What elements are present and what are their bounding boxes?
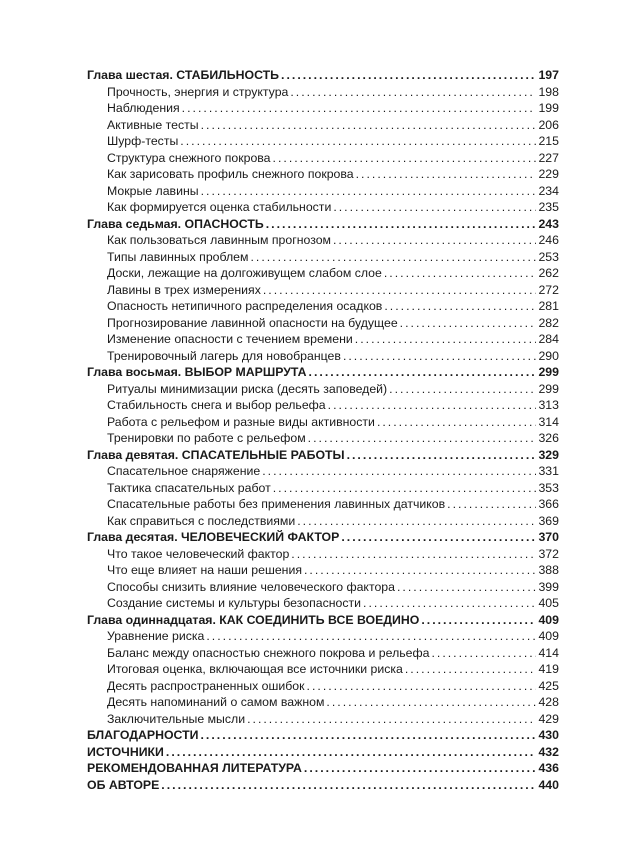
dot-leader bbox=[266, 216, 537, 233]
page-number: 199 bbox=[538, 101, 559, 115]
dot-leader bbox=[343, 348, 537, 365]
dot-leader bbox=[355, 331, 537, 348]
table-of-contents bbox=[87, 67, 559, 793]
toc-subsection-entry[interactable] bbox=[87, 133, 559, 150]
entry-title: Типы лавинных проблем bbox=[107, 249, 249, 264]
dot-leader bbox=[431, 645, 536, 662]
entry-title: Как формируется оценка стабильности bbox=[107, 200, 332, 214]
toc-chapter-entry[interactable] bbox=[87, 447, 559, 464]
toc-subsection-entry[interactable] bbox=[87, 381, 559, 398]
toc-subsection-entry[interactable] bbox=[87, 496, 559, 513]
entry-title bbox=[87, 67, 279, 84]
page-number: 282 bbox=[538, 315, 559, 330]
chapter-number: Глава седьмая. bbox=[87, 216, 185, 231]
page-number: 419 bbox=[538, 662, 559, 676]
toc-subsection-entry[interactable] bbox=[87, 480, 559, 497]
toc-section-entry[interactable] bbox=[87, 777, 559, 794]
chapter-number: Глава шестая. bbox=[87, 68, 177, 82]
chapter-title: СПАСАТЕЛЬНЫЕ РАБОТЫ bbox=[181, 447, 345, 462]
dot-leader bbox=[347, 447, 537, 464]
dot-leader bbox=[206, 628, 536, 645]
page-number: 429 bbox=[538, 711, 559, 726]
dot-leader bbox=[291, 546, 536, 563]
toc-subsection-entry[interactable] bbox=[87, 183, 559, 200]
entry-title: Десять распространенных ошибок bbox=[107, 678, 305, 693]
entry-title: Как пользоваться лавинным прогнозом bbox=[107, 233, 331, 247]
toc-subsection-entry[interactable] bbox=[87, 282, 559, 299]
chapter-number: Глава одиннадцатая. bbox=[87, 612, 220, 627]
page-number: 198 bbox=[538, 84, 559, 99]
dot-leader bbox=[328, 397, 537, 414]
dot-leader bbox=[447, 496, 536, 513]
toc-subsection-entry[interactable] bbox=[87, 595, 559, 612]
toc-subsection-entry[interactable] bbox=[87, 397, 559, 414]
page-number: 370 bbox=[538, 530, 559, 544]
entry-title: Заключительные мысли bbox=[107, 711, 246, 726]
page-number: 428 bbox=[538, 695, 559, 709]
page-number: 388 bbox=[538, 563, 559, 577]
entry-title: Работа с рельефом и разные виды активности bbox=[107, 414, 375, 429]
toc-subsection-entry[interactable] bbox=[87, 579, 559, 596]
toc-subsection-entry[interactable] bbox=[87, 100, 559, 117]
dot-leader bbox=[309, 364, 537, 381]
toc-subsection-entry[interactable] bbox=[87, 628, 559, 645]
dot-leader bbox=[308, 430, 537, 447]
toc-subsection-entry[interactable] bbox=[87, 84, 559, 101]
toc-subsection-entry[interactable] bbox=[87, 678, 559, 695]
dot-leader bbox=[304, 562, 536, 579]
page-number: 409 bbox=[538, 612, 559, 627]
dot-leader bbox=[201, 183, 537, 200]
dot-leader bbox=[161, 777, 536, 794]
toc-subsection-entry[interactable] bbox=[87, 348, 559, 365]
entry-title: БЛАГОДАРНОСТИ bbox=[87, 728, 199, 742]
chapter-title: КАК СОЕДИНИТЬ ВСЕ ВОЕДИНО bbox=[219, 612, 420, 627]
entry-title: Спасательное снаряжение bbox=[107, 464, 261, 478]
dot-leader bbox=[297, 513, 536, 530]
dot-leader bbox=[326, 694, 536, 711]
toc-chapter-entry[interactable] bbox=[87, 364, 559, 381]
page-number: 272 bbox=[538, 282, 559, 297]
page-number: 409 bbox=[538, 629, 559, 643]
dot-leader bbox=[384, 265, 537, 282]
entry-title: Опасность нетипичного распределения осадков bbox=[107, 299, 383, 313]
entry-title: Шурф-тесты bbox=[107, 134, 179, 148]
page-number: 353 bbox=[538, 480, 559, 495]
page-number: 253 bbox=[538, 249, 559, 264]
entry-title: Уравнение риска bbox=[107, 629, 205, 643]
entry-title bbox=[87, 364, 307, 381]
toc-subsection-entry[interactable] bbox=[87, 546, 559, 563]
toc-section-entry[interactable] bbox=[87, 744, 559, 761]
dot-leader bbox=[281, 67, 536, 84]
dot-leader bbox=[290, 84, 536, 101]
page-number: 436 bbox=[538, 761, 559, 775]
page-number: 430 bbox=[538, 728, 559, 742]
page-number: 206 bbox=[538, 117, 559, 132]
entry-title: Итоговая оценка, включающая все источники риска bbox=[107, 662, 403, 676]
entry-title: Изменение опасности с течением времени bbox=[107, 332, 353, 346]
page-number: 284 bbox=[538, 332, 559, 346]
page-number: 290 bbox=[538, 348, 559, 363]
entry-title: Как справиться с последствиями bbox=[107, 513, 296, 528]
page-number: 243 bbox=[538, 216, 559, 231]
page-number: 331 bbox=[538, 464, 559, 478]
toc-subsection-entry[interactable] bbox=[87, 513, 559, 530]
toc-subsection-entry[interactable] bbox=[87, 645, 559, 662]
dot-leader bbox=[200, 727, 536, 744]
dot-leader bbox=[273, 150, 537, 167]
page-number: 372 bbox=[538, 546, 559, 561]
toc-subsection-entry[interactable] bbox=[87, 331, 559, 348]
entry-title: Доски, лежащие на долгоживущем слабом слое bbox=[107, 266, 382, 280]
entry-title: ОБ АВТОРЕ bbox=[87, 777, 160, 792]
entry-title: Стабильность снега и выбор рельефа bbox=[107, 398, 326, 412]
chapter-title: ОПАСНОСТЬ bbox=[184, 216, 264, 231]
page-number: 299 bbox=[538, 365, 559, 379]
entry-title: Лавины в трех измерениях bbox=[107, 282, 261, 297]
dot-leader bbox=[384, 298, 536, 315]
page-number: 281 bbox=[538, 299, 559, 313]
toc-subsection-entry[interactable] bbox=[87, 430, 559, 447]
page-number: 246 bbox=[538, 233, 559, 247]
entry-title: Что еще влияет на наши решения bbox=[107, 563, 302, 577]
page-number: 432 bbox=[538, 744, 559, 759]
page-number: 215 bbox=[538, 134, 559, 148]
toc-chapter-entry[interactable] bbox=[87, 612, 559, 629]
entry-title: Способы снизить влияние человеческого фактора bbox=[107, 579, 395, 594]
entry-title: Что такое человеческий фактор bbox=[107, 546, 290, 561]
entry-title: Наблюдения bbox=[107, 101, 180, 115]
entry-title: Как зарисовать профиль снежного покрова bbox=[107, 167, 354, 181]
toc-subsection-entry[interactable] bbox=[87, 117, 559, 134]
entry-title: Структура снежного покрова bbox=[107, 150, 271, 165]
toc-subsection-entry[interactable] bbox=[87, 711, 559, 728]
entry-title: РЕКОМЕНДОВАННАЯ ЛИТЕРАТУРА bbox=[87, 761, 302, 775]
dot-leader bbox=[247, 711, 536, 728]
chapter-number: Глава девятая. bbox=[87, 447, 182, 462]
toc-section-entry[interactable] bbox=[87, 760, 559, 777]
entry-title: Спасательные работы без применения лавинных датчиков bbox=[107, 497, 446, 511]
dot-leader bbox=[421, 612, 536, 629]
entry-title: ИСТОЧНИКИ bbox=[87, 744, 164, 759]
dot-leader bbox=[263, 282, 537, 299]
entry-title: Мокрые лавины bbox=[107, 183, 199, 198]
page-number: 197 bbox=[538, 68, 559, 82]
page-number: 314 bbox=[538, 414, 559, 429]
page-number: 366 bbox=[538, 497, 559, 511]
dot-leader bbox=[307, 678, 537, 695]
page-number: 262 bbox=[538, 266, 559, 280]
toc-subsection-entry[interactable] bbox=[87, 562, 559, 579]
page-number: 299 bbox=[538, 381, 559, 396]
toc-subsection-entry[interactable] bbox=[87, 661, 559, 678]
dot-leader bbox=[180, 133, 536, 150]
entry-title: Прогнозирование лавинной опасности на будущее bbox=[107, 315, 398, 330]
page-number: 227 bbox=[538, 150, 559, 165]
entry-title: Тренировки по работе с рельефом bbox=[107, 431, 306, 445]
dot-leader bbox=[400, 315, 537, 332]
entry-title: Тренировочный лагерь для новобранцев bbox=[107, 348, 341, 363]
toc-chapter-entry[interactable] bbox=[87, 67, 559, 84]
toc-chapter-entry[interactable] bbox=[87, 529, 559, 546]
page-number: 399 bbox=[538, 579, 559, 594]
dot-leader bbox=[273, 480, 537, 497]
dot-leader bbox=[341, 529, 536, 546]
chapter-number: Глава десятая. bbox=[87, 530, 182, 544]
chapter-title: СТАБИЛЬНОСТЬ bbox=[176, 68, 280, 82]
toc-subsection-entry[interactable] bbox=[87, 694, 559, 711]
dot-leader bbox=[333, 232, 536, 249]
chapter-title: ЧЕЛОВЕЧЕСКИЙ ФАКТОР bbox=[181, 530, 340, 544]
chapter-number: Глава восьмая. bbox=[87, 365, 185, 379]
dot-leader bbox=[356, 166, 537, 183]
page-number: 414 bbox=[538, 645, 559, 660]
entry-title bbox=[87, 216, 264, 233]
dot-leader bbox=[201, 117, 537, 134]
page-number: 369 bbox=[538, 513, 559, 528]
toc-subsection-entry[interactable] bbox=[87, 232, 559, 249]
page-number: 405 bbox=[538, 596, 559, 610]
page-number: 229 bbox=[538, 167, 559, 181]
toc-subsection-entry[interactable] bbox=[87, 199, 559, 216]
page-number: 425 bbox=[538, 678, 559, 693]
toc-subsection-entry[interactable] bbox=[87, 150, 559, 167]
toc-chapter-entry[interactable] bbox=[87, 216, 559, 233]
toc-subsection-entry[interactable] bbox=[87, 298, 559, 315]
dot-leader bbox=[377, 414, 537, 431]
entry-title: Тактика спасательных работ bbox=[107, 480, 271, 495]
entry-title bbox=[87, 447, 345, 464]
dot-leader bbox=[389, 381, 536, 398]
page-number: 326 bbox=[538, 431, 559, 445]
dot-leader bbox=[182, 100, 537, 117]
page-number: 235 bbox=[538, 200, 559, 214]
dot-leader bbox=[166, 744, 537, 761]
entry-title: Баланс между опасностью снежного покрова и рельефа bbox=[107, 645, 430, 660]
toc-subsection-entry[interactable] bbox=[87, 265, 559, 282]
toc-subsection-entry[interactable] bbox=[87, 166, 559, 183]
dot-leader bbox=[250, 249, 536, 266]
toc-section-entry[interactable] bbox=[87, 727, 559, 744]
entry-title: Создание системы и культуры безопасности bbox=[107, 596, 362, 610]
page-number: 313 bbox=[538, 398, 559, 412]
entry-title: Десять напоминаний о самом важном bbox=[107, 695, 325, 709]
dot-leader bbox=[363, 595, 536, 612]
page-number: 440 bbox=[538, 777, 559, 792]
dot-leader bbox=[405, 661, 537, 678]
dot-leader bbox=[304, 760, 537, 777]
dot-leader bbox=[333, 199, 536, 216]
entry-title: Ритуалы минимизации риска (десять заповедей) bbox=[107, 381, 388, 396]
toc-subsection-entry[interactable] bbox=[87, 463, 559, 480]
toc-subsection-entry[interactable] bbox=[87, 414, 559, 431]
page-number: 329 bbox=[538, 447, 559, 462]
toc-subsection-entry[interactable] bbox=[87, 315, 559, 332]
toc-subsection-entry[interactable] bbox=[87, 249, 559, 266]
chapter-title: ВЫБОР МАРШРУТА bbox=[184, 365, 307, 379]
entry-title: Прочность, энергия и структура bbox=[107, 84, 289, 99]
dot-leader bbox=[262, 463, 536, 480]
entry-title bbox=[87, 529, 339, 546]
entry-title: Активные тесты bbox=[107, 117, 199, 132]
dot-leader bbox=[397, 579, 537, 596]
page-number: 234 bbox=[538, 183, 559, 198]
entry-title bbox=[87, 612, 419, 629]
